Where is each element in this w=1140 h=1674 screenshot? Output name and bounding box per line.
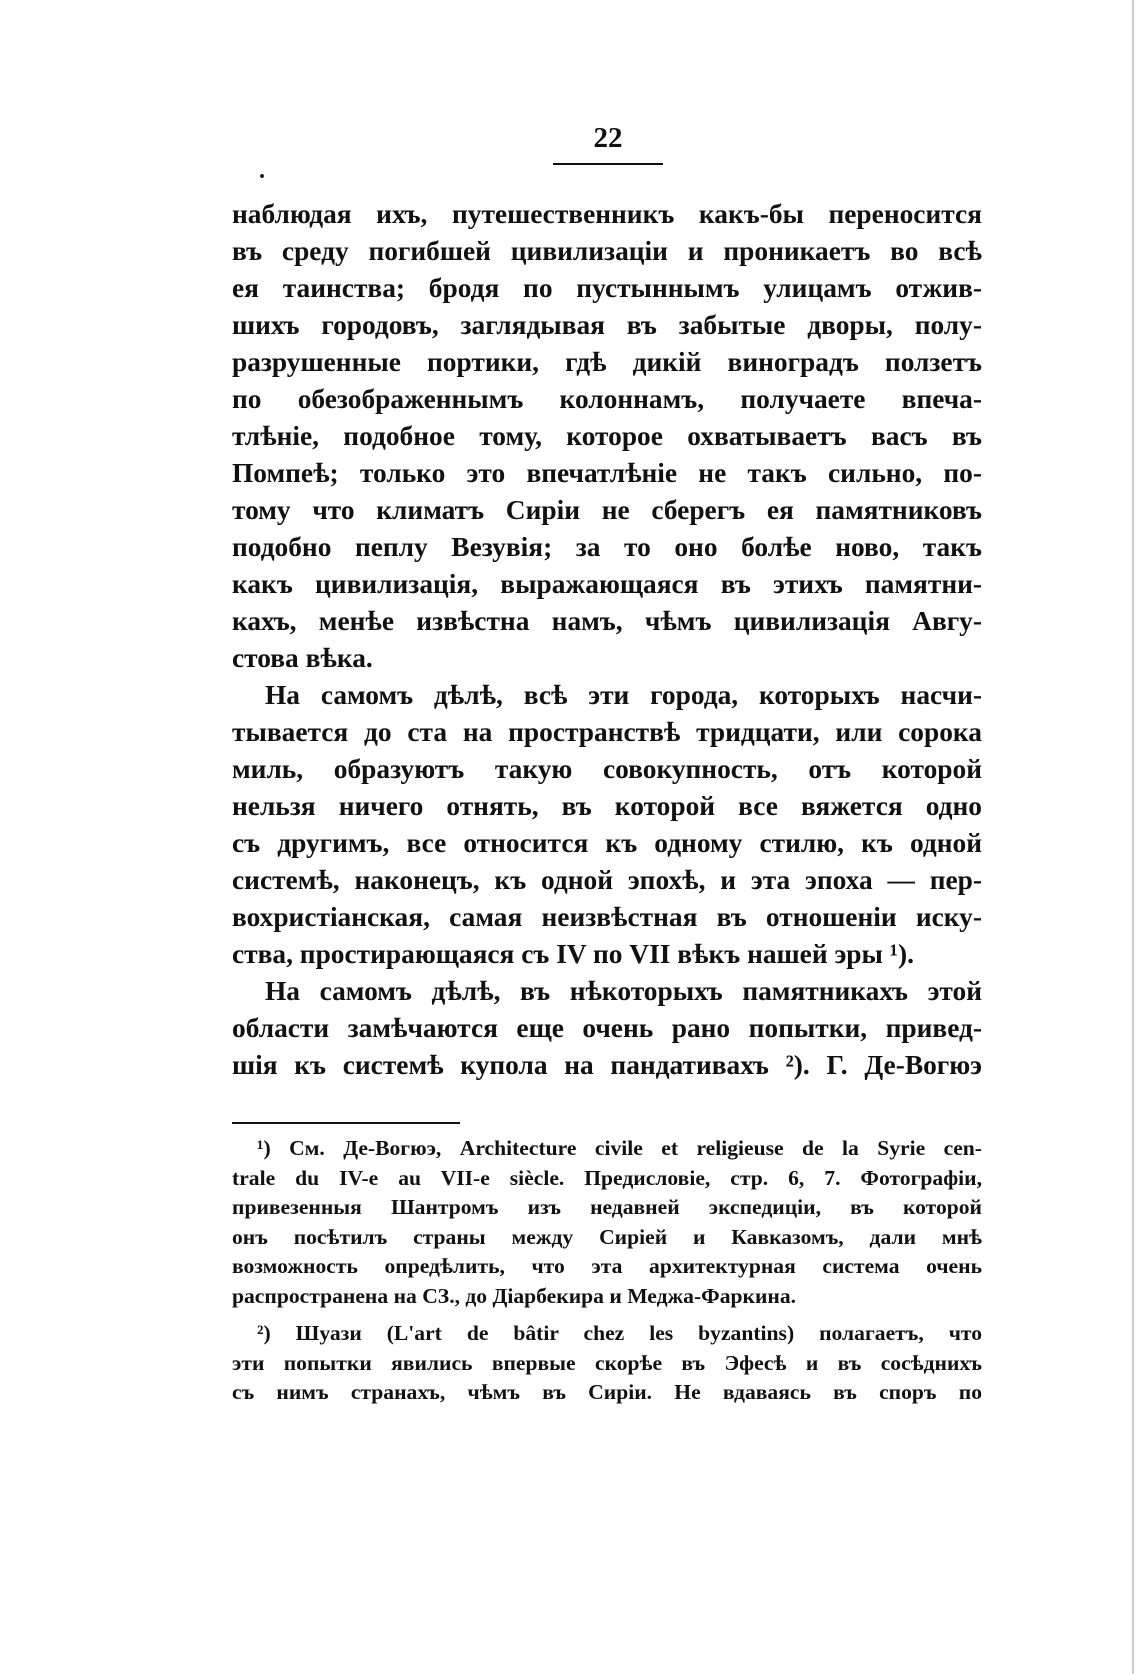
footnote-line: trale du IV-e au VII-e siècle. Предисловіе, стр. 6, 7. Фотографіи, — [232, 1165, 982, 1190]
footnotes — [232, 1134, 982, 1408]
footnote-line: привезенныя Шантромъ изъ недавней экспедиціи, въ которой — [232, 1195, 982, 1219]
footnote-line: онъ посѣтилъ страны между Сиріей и Кавказомъ, дали мнѣ — [232, 1224, 982, 1249]
footnote-line: эти попытки явились впервые скорѣе въ Эфесѣ и въ сосѣднихъ — [232, 1350, 982, 1375]
text-line: съ другимъ, все относится къ одному стилю, къ одной — [232, 828, 982, 858]
footnote-line: распространена на СЗ., до Діарбекира и Меджа-Фаркина. — [232, 1283, 797, 1308]
footnote-line: возможность опредѣлить, что эта архитектурная система очень — [232, 1254, 982, 1278]
text-line: подобно пеплу Везувія; за то оно болѣе ново, такъ — [232, 532, 982, 562]
page-number-rule — [553, 163, 663, 165]
stray-dot — [260, 174, 264, 178]
body-text — [232, 196, 982, 1084]
scan-edge — [1132, 0, 1134, 1674]
text-line: тому что климатъ Сиріи не сберегъ ея памятниковъ — [232, 495, 982, 525]
page-number: 22 — [593, 122, 623, 154]
text-line: шихъ городовъ, заглядывая въ забытые дворы, полу- — [232, 310, 982, 340]
text-line: миль, образуютъ такую совокупность, отъ которой — [232, 754, 982, 784]
text-line: шія къ системѣ купола на пандативахъ ²). Г. Де-Вогюэ — [232, 1050, 982, 1080]
text-line: На самомъ дѣлѣ, всѣ эти города, которыхъ насчи- — [265, 680, 982, 710]
text-line: наблюдая ихъ, путешественникъ какъ-бы переносится — [232, 199, 982, 229]
text-line: ства, простирающаяся съ IV по VII вѣкъ нашей эры ¹). — [232, 939, 914, 969]
footnote-line: ²) Шуази (L'art de bâtir chez les byzantins) полагаетъ, что — [257, 1321, 982, 1345]
text-line: ея таинства; бродя по пустыннымъ улицамъ отжив- — [232, 273, 982, 303]
footnote-line: съ нимъ странахъ, чѣмъ въ Сиріи. Не вдаваясь въ споръ по — [232, 1380, 982, 1404]
text-line: по обезображеннымъ колоннамъ, получаете впеча- — [232, 384, 982, 414]
text-line: кахъ, менѣе извѣстна намъ, чѣмъ цивилизація Авгу- — [232, 606, 982, 636]
text-line: Помпеѣ; только это впечатлѣніе не такъ сильно, по- — [232, 458, 982, 488]
text-line: вохристіанская, самая неизвѣстная въ отношеніи иску- — [232, 902, 982, 932]
text-line: въ среду погибшей цивилизаціи и проникаетъ во всѣ — [232, 236, 982, 266]
text-line: разрушенные портики, гдѣ дикій виноградъ ползетъ — [232, 347, 982, 377]
text-line: области замѣчаются еще очень рано попытки, привед- — [232, 1013, 982, 1043]
text-line: стова вѣка. — [232, 643, 373, 673]
footnote-rule — [232, 1122, 460, 1124]
footnote-line: ¹) См. Де-Вогюэ, Architecture civile et religieuse de la Syrie cen- — [257, 1136, 982, 1160]
text-line: какъ цивилизація, выражающаяся въ этихъ памятни- — [232, 569, 982, 599]
text-line: тлѣніе, подобное тому, которое охватываетъ васъ въ — [232, 421, 982, 451]
text-line: нельзя ничего отнять, въ которой все вяжется одно — [232, 791, 982, 821]
text-line: На самомъ дѣлѣ, въ нѣкоторыхъ памятникахъ этой — [265, 976, 982, 1006]
text-line: тывается до ста на пространствѣ тридцати, или сорока — [232, 717, 982, 747]
text-line: системѣ, наконецъ, къ одной эпохѣ, и эта эпоха — пер- — [232, 865, 982, 895]
